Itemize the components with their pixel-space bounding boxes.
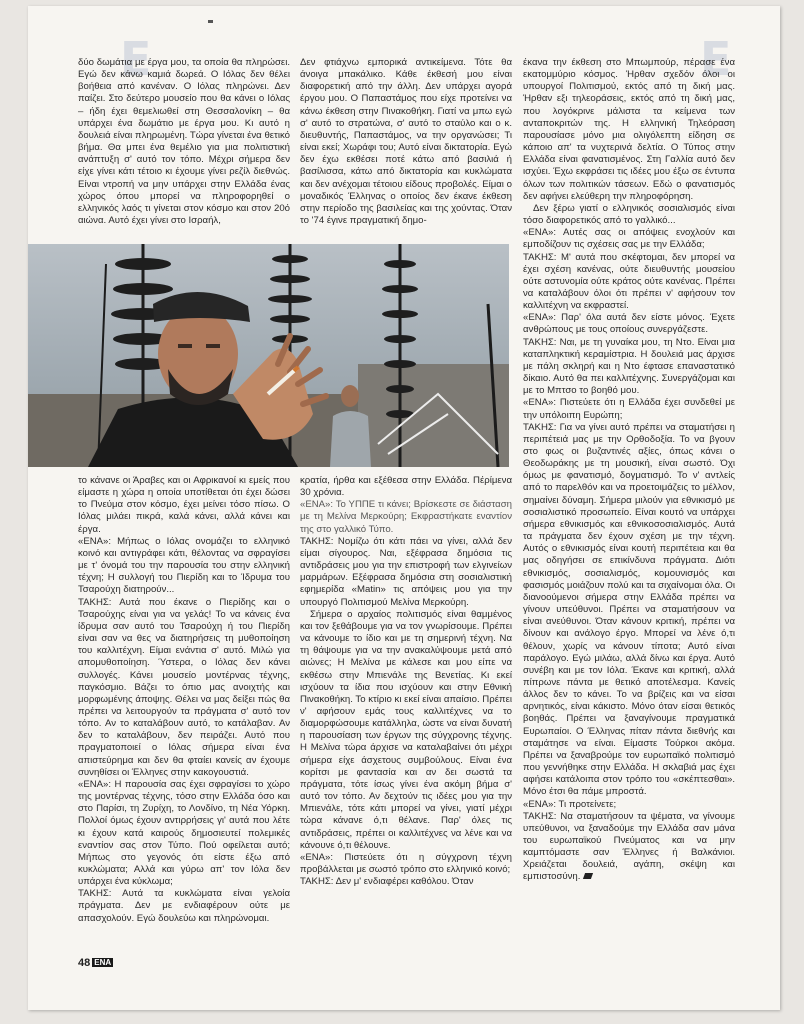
paragraph: ΤΑΚΗΣ: Για να γίνει αυτό πρέπει να σταματήσει η περιπέτειά μας με την Ορθοδοξία. Το να βγουν στο φως οι βυζαντινές αξίες, όπως κάνει ο Θεοδωράκης με τη μουσική, είναι σωστό. Όχι όμως με φανατισμό, δογματισμό. Το ν' αντλείς από το παρελθόν και να προετοιμάζεις το μέλλον, σημαίνει δύναμη. Σήμερα μιλούν για εθνικισμό με σοσιαλιστικό προσωπείο. Είναι κουτό να υπάρχει σήμερα εθνικισμός και εθνικοσοσιαλισμός. Αυτά τα πράγματα δεν έχουν σχέση με την τέχνη. Αυτός ο εθνικισμός είναι κουτή περιπέτεια και θα μας οδηγήσει σε επικίνδυνα πράγματα. Διότι εθνικισμός, σοσιαλισμός, κομουνισμός και φασισμός μοιάζουν πολύ και τα σιχαίνομαι όλα. Οι διανοούμενοι σήμερα στην Ελλάδα πρέπει να γίνουν υπεύθυνοι. Πρέπει να σταματήσουν να είναι ανεύθυνοι. Όταν κάνουν κριτική, πρέπει να δίνουν και ανάλογο έργο. Μπορεί να λένε ό,τι θέλουν, χωρίς να κάνουν τίποτα; Αυτό είναι παράλογο. Εγώ μιλάω, αλλά δίνω και έργα. Αυτό συνέβη και με τον Ιόλα. Έκανε και κριτική, αλλά πίπρωνε πάντα με θετικό αποτέλεσμα. Κανείς άλλος δεν το κάνει. Το να βρίζεις και να είσαι αρνητικός, είναι κάκιστο. Μόνο όταν είσαι θετικός βοηθάς. Πρέπει να ξαναγίνουμε πραγματικά Ευρωπαίοι. Ο Έλληνας πίταν πάντα διεθνής και σταμάτησε να είναι. Είμαστε Τούρκοι ακόμα. Πρέπει να ξαναβρούμε τον ευρωπαϊκό πολιτισμό που γεννήθηκε στην Ελλάδα. Η σκλαβιά μας έχει αφήσει κατάλοιπα στον τρόπο του «σκέπτεσθαι». Μόνο έτσι θα πάμε μπροστά. (523, 421, 735, 798)
paragraph: «ΕΝΑ»: Η παρουσία σας έχει σφραγίσει το χώρο της μοντέρνας τέχνης, τόσο στην Ελλάδα όσο και στο Παρίσι, τη Ζυρίχη, το Λονδίνο, τη Νέα Υόρκη. Πολλοί όμως έχουν αντιρρήσεις γι' αυτά που λέτε κι έχουν κατά καιρούς δημοσιευτεί πολεμικές εναντίον σας στον Τύπο. Πού οφείλεται αυτό; Μήπως στο γεγονός ότι είστε έξω από κυκλώματα; Αλλά και γύρω απ' τον Ιόλα δεν υπάρχει ένα κύκλωμα; (78, 778, 290, 888)
column-3 (523, 57, 735, 884)
paragraph: ΤΑΚΗΣ: Μ' αυτά που σκέφτομαι, δεν μπορεί να έχει σχέση κανένας, ούτε διευθυντής μουσείου ούτε αστυνομία ούτε κράτος ούτε κανένας. Πρέπει να καταλάβουν όλοι ότι πρέπει ν' αφήσουν τον καλλιτέχνη να εκφραστεί. (523, 251, 735, 312)
paragraph: Σήμερα ο αρχαίος πολιτισμός είναι θαμμένος και τον ξεθάβουμε για να τον γνωρίσουμε. Πρέπει να κάνουμε το ίδιο και με τη σημερινή τέχνη. Να τη θάψουμε για να την ανακαλύψουμε μετά από αιώνες; Η Μελίνα με κάλεσε και μου είπε να εκθέσω στην Μπιενάλε της Βενετίας. Κι εκεί ισχύουν τα ίδια που ισχύουν και στην Εθνική Πινακοθήκη. Το κτίριο κι εκεί είναι απαίσιο. Πρέπει ν' αφήσουν εμάς τους καλλιτέχνες να το διαμορφώσουμε κατάλληλα, ώστε να είναι δυνατή η παρουσίαση των έργων της σύγχρονης τέχνης. Η Μελίνα τώρα άρχισε να καταλαβαίνει ότι μέχρι σήμερα είχε άσχετους συμβούλους. Είναι ένα κορίτσι με φαντασία και αν δει σωστά τα πράγματα, τότε ίσως γίνει ένα ακόμη βήμα σ' αυτό τον τόπο. Αν δεχτούν τις ιδέες μου για την Μπιενάλε, τότε κάτι μπορεί να γίνει, γιατί μέχρι τώρα κάνανε ό,τι θέλανε. Παρ' όλες τις αντιδράσεις, πρέπει οι καλλιτέχνες να λένε και να κάνουνε ό,τι θέλουνε. (300, 608, 512, 851)
paragraph: ΤΑΚΗΣ: Νομίζω ότι κάτι πάει να γίνει, αλλά δεν είμαι σίγουρος. Ναι, εξέφρασα δημόσια τις αντιδράσεις μου για την επιστροφή των ελγινείων μαρμάρων. Εξέφρασα δημόσια στη σοσιαλιστική εφημερίδα «Matin» τις απόψεις μου για την υπουργό Πολιτισμού Μελίνα Μερκούρη. (300, 535, 512, 608)
column-2-top (300, 57, 512, 227)
page-footer (78, 957, 113, 969)
paragraph: «ΕΝΑ»: Το ΥΠΠΕ τι κάνει; Βρίσκεστε σε διάσταση με τη Μελίνα Μερκούρη; Εκφραστήκατε εναντίον της στο γαλλικό Τύπο. (300, 499, 512, 535)
paragraph: το κάνανε οι Άραβες και οι Αφρικανοί κι εμείς που είμαστε η χώρα η οποία υποτίθεται ότι έχει δώσει το Πνεύμα στον κόσμο, έχει μείνει τόσο πίσω. Ο Ιόλας μιλάει πικρά, καλά κάνει, αλλά κάνει και έργα. (78, 475, 290, 535)
paragraph: ΤΑΚΗΣ: Δεν μ' ενδιαφέρει καθόλου. Όταν (300, 876, 474, 888)
paragraph-text: ΤΑΚΗΣ: Να σταματήσουν τα ψέματα, να γίνουμε υπεύθυνοι, να ξαναδούμε την Ελλάδα σαν μάνα του ευρωπαϊκού Πνεύματος και να μην καμπτόμαστε σαν Έλληνες ή Βαλκάνιοι. Χρειάζεται δουλειά, αγάπη, σκέψη και εμπιστοσύνη. (523, 810, 735, 883)
paragraph: δύο δωμάτια με έργα μου, τα οποία θα πληρώσει. Εγώ δεν κάνω καμιά δωρεά. Ο Ιόλας δεν θέλει βοήθεια από κανέναν. Ο Ιόλας πληρώνει. Δεν παίζει. Στο δεύτερο μουσείο που θα κάνει ο Ιόλας – ήδη έχει θεμελιωθεί στη Θεσσαλονίκη – θα υπάρχει ένα δωμάτιο με έργα μου. Κι αυτό η δουλειά είναι πληρωμένη. Τώρα γίνεται ένα θετικό βήμα. Θα μπει ένα θεμέλιο για μια πολιτιστική ανάπτυξη σ' αυτό τον τόπο. Μέχρι σήμερα δεν είχε γίνει κάτι τέτοιο κι έχουμε γίνει ρεζίλ διεθνώς. Είναι ντροπή να μην υπάρχει στην Ελλάδα ένας χώρος όπου μπορεί να πληροφορηθεί ο ελληνικός λαός τι γίνεται στον κόσμο και στον 20ό αιώνα. Αυτό έχει γίνει στο Ισραήλ, (78, 57, 290, 227)
paragraph: ΤΑΚΗΣ: Αυτά που έκανε ο Πιερίδης και ο Τσαρούχης είναι για να γελάς! Το να κάνεις ένα ίδρυμα σαν αυτό του Τσαρούχη ή του Πιερίδη είναι σαν να θες να διατηρήσεις τη μυθοποίηση του καλλιτέχνη. Είμαι ενάντια σ' αυτό. Μιλώ για απομυθοποίηση. Ύστερα, ο Ιόλας δεν κάνει συλλογές. Κάνει μουσείο μοντέρνας τέχνης, παγκόσμιο. Βάζει το όπιο μας ανοιχτής και μορφωμένης άποψης. Θέλει να μας δείξει πώς θα πρέπει να λειτουργούν τα πράγματα σ' αυτό τον τόπο. Αν το καταλάβουν αυτό, το κατάλαβαν. Αν δεν το καταλάβουν, δεν πειράζει. Αυτό που πραγματοποιεί ο Ιόλας σήμερα είναι ένα απιστεύρημα και δεν θα φταίει κανείς αν έχουμε συνηθίσει οι Έλληνες στην κακογουστιά. (78, 596, 290, 778)
column-1-bottom (78, 475, 290, 925)
magazine-logo: ΕΝΑ (94, 958, 112, 967)
paragraph: ΤΑΚΗΣ: Αυτά τα κυκλώματα είναι γελοία πράγματα. Δεν με ενδιαφέρουν ούτε με απασχολούν. Εγώ δουλεύω και πληρώνομαι. (78, 888, 290, 924)
paragraph: «ΕΝΑ»: Πιστεύετε ότι η Ελλάδα έχει συνδεθεί με την υπόλοιπη Ευρώπη; (523, 397, 735, 421)
paragraph: Δεν φτιάχνω εμπορικά αντικείμενα. Τότε θα άνοιγα μπακάλικο. Κάθε έκθεσή μου είναι διαφορετική από την άλλη. Δεν υπάρχει αγορά έργου μου. Ο Παπαστάμος που είχε προτείνει να κάνω έκθεση στην Πινακοθήκη. Γιατί να μπω εγώ σ' αυτό το στρατώνα, σ' αυτό το σταύλο και ο κ. διευθυντής, Παπαστάμος, να την οργανώσει; Τι είναι εκεί; Χωράφι του; Αυτό είναι δικτατορία. Εγώ δεν έχω εκθέσει ποτέ κάτω από βασιλιά ή βασίλισσα, κάτω από δικτατορία και κυκλώματα και δεν ανέχομαι τέτοιου είδους προβολές. Είμαι ο μοναδικός Έλληνας ο οποίος δεν έκανε έκθεση στην περίοδο της βασιλείας και της χούντας. Όταν το '74 έγινε πραγματική δημο- (300, 57, 512, 227)
paragraph: «ΕΝΑ»: Μήπως ο Ιόλας ονομάζει το ελληνικό κοινό και αντιγράφει κάτι, θέλοντας να σφραγίσει με τ' όνομά του την παρουσία του στην ελληνική τέχνη; Η συλλογή του Πιερίδη και το Ίδρυμα του Τσαρούχη διατηρούν... (78, 535, 290, 596)
show-through-text-left: Ε (120, 32, 154, 86)
paragraph: κρατία, ήρθα και εξέθεσα στην Ελλάδα. Πέρίμενα 30 χρόνια. (300, 475, 512, 499)
column-2-bottom (300, 475, 512, 888)
paragraph: «ΕΝΑ»: Αυτές σας οι απόψεις ενοχλούν και εμποδίζουν τις σχέσεις σας με την Ελλάδα; (523, 227, 735, 251)
photo-artist-with-sculptures (28, 244, 509, 467)
page-number: 48 (78, 957, 91, 969)
column-1-top (78, 57, 290, 227)
show-through-text-right: Ε (700, 32, 734, 86)
paragraph: ΤΑΚΗΣ: Ναι, με τη γυναίκα μου, τη Ντο. Είναι μια καταπληκτική κεραμίστρια. Η δουλειά μας άρχισε με πάλη σκληρή και η Ντο έφτασε επαναστατικό δίκαιο. Αυτό θα πει καλλιτέχνης. Συνεργάζομαι και με το Μπτσο το βοηθό μου. (523, 336, 735, 397)
paragraph: «ΕΝΑ»: Τι προτείνετε; (523, 798, 617, 810)
paragraph: έκανα την έκθεση στο Μπωμπούρ, πέρασε ένα εκατομμύριο κόσμος. Ήρθαν σχεδόν όλοι οι υπουργοί Πολιτισμού, εκτός από τη δική μας. Ήρθαν εξι τηλεοράσεις, εκτός από τη δική μας, που λογόκρινε μάλιστα τα κείμενα των ανταποκριτών της. Η ελληνική Τηλεόραση παρουσίασε μόνο μια ολιγόλεπτη είδηση σε κάποιο απ' τα νυχτερινά δελτία. Ο Τύπος στην Ελλάδα είναι φανατισμένος. Στη Γαλλία αυτό δεν ισχύει. Έχω εκφράσει τις ιδέες μου έξω σε έντυπα όλων των πολιτικών τάσεων. Εδώ ο φανατισμός δεν αφήνει ελεύθερη την πληροφόρηση. (523, 57, 735, 202)
paragraph (523, 811, 735, 884)
paragraph: «ΕΝΑ»: Πιστεύετε ότι η σύγχρονη τέχνη προβάλλεται με σωστό τρόπο στο ελληνικό κοινό; (300, 851, 512, 875)
paragraph: «ΕΝΑ»: Παρ' όλα αυτά δεν είστε μόνος. Έχετε ανθρώπους με τους οποίους συνεργάζεστε. (523, 312, 735, 336)
end-mark-icon (583, 873, 593, 879)
print-speck (208, 20, 213, 23)
paragraph: Δεν ξέρω γιατί ο ελληνικός σοσιαλισμός είναι τόσο διαφορετικός από το γαλλικό... (523, 202, 735, 227)
photo-illustration (28, 244, 509, 467)
